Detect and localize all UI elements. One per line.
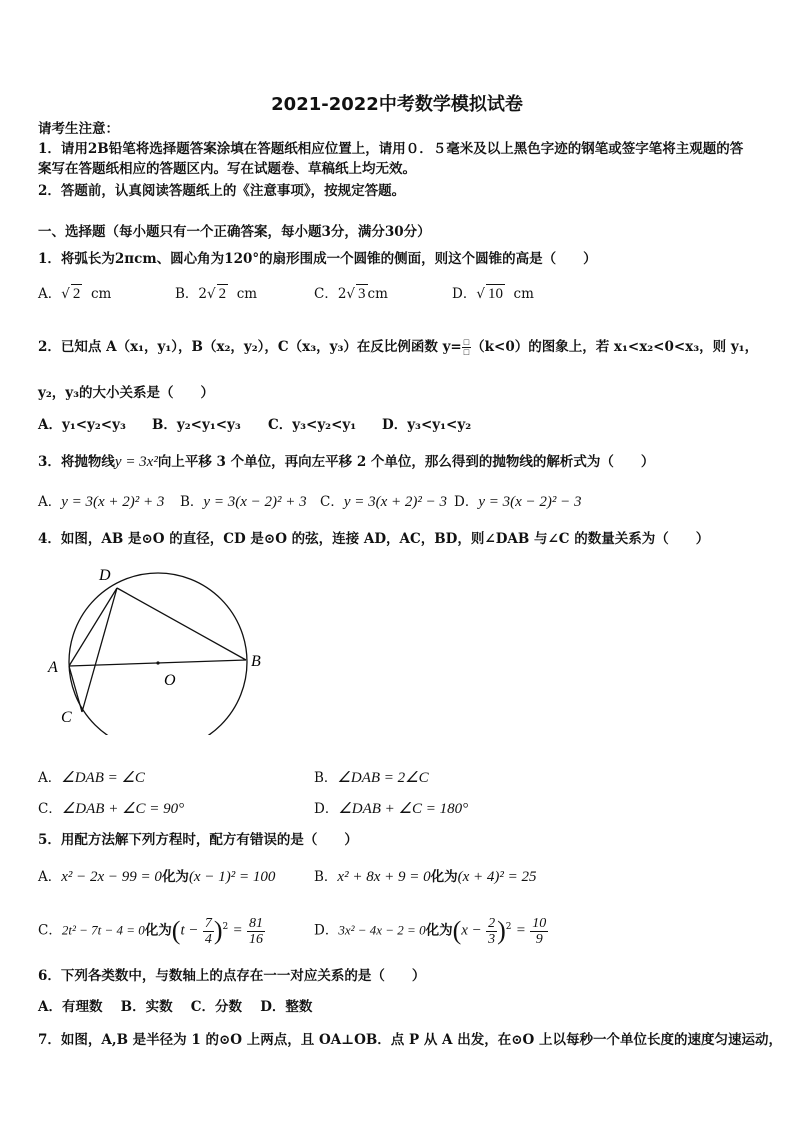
question-2-stem-line-1: 2．已知点 A（x₁，y₁），B（x₂，y₂），C（x₃，y₃）在反比例函数 y= $\frac{□}{□}$ （k<0）的图象上，若 x₁<x₂<0<x₃，则 y₁， [38,337,759,357]
question-5-option-b: B．x² + 8x + 9 = 0化为(x + 4)² = 25 [314,869,537,885]
question-3-option-b: B．y = 3(x − 2)² + 3 [180,494,307,510]
label-o: O [164,672,176,689]
segment-bd [117,588,246,660]
question-4-stem: 4．如图，AB 是⊙O 的直径，CD 是⊙O 的弦，连接 AD，AC，BD，则∠DAB 与∠C 的数量关系为（ ） [38,531,710,547]
question-4-option-d: D．∠DAB + ∠C = 180° [314,801,469,817]
notice-item-1-line-1: 1．请用2B铅笔将选择题答案涂填在答题纸相应位置上，请用０．５毫米及以上黑色字迹的钢笔或签字笔将主观题的答 [38,141,744,157]
question-5-option-a: A．x² − 2x − 99 = 0化为(x − 1)² = 100 [38,869,276,885]
question-2-stem-line-2: y₂，y₃的大小关系是（ ） [38,385,215,401]
question-1-option-b: B．2√ 2 cm [175,286,258,302]
fraction-2-over-3: $\frac{2}{3}$ [488,915,496,947]
question-2-option-a: A．y₁<y₂<y₃ [38,417,126,433]
notice-item-2: 2．答题前，认真阅读答题纸上的《注意事项》，按规定答题。 [38,183,406,199]
question-5-option-d: D．3x² − 4x − 2 = 0化为(x − $\frac{2}{3}$ )$^2$ = $\frac{10}{9}$ [314,915,547,947]
question-3-option-c: C．y = 3(x + 2)² − 3 [320,494,448,510]
question-3-option-d: D．y = 3(x − 2)² − 3 [454,494,582,510]
question-4-option-c: C．∠DAB + ∠C = 90° [38,801,185,817]
question-4-option-a: A．∠DAB = ∠C [38,770,145,786]
center-point [156,661,159,664]
section-heading: 一、选择题（每小题只有一个正确答案，每小题3分，满分30分） [38,224,431,240]
question-4-option-b: B．∠DAB = 2∠C [314,770,429,786]
question-7-stem: 7．如图，A,B 是半径为 1 的⊙O 上两点，且 OA⊥OB．点 P 从 A 出发，在⊙O 上以每秒一个单位长度的速度匀速运动， [38,1032,783,1048]
question-5-option-c: C．2t² − 7t − 4 = 0化为(t − $\frac{7}{4}$ )$^2$ = $\frac{81}{16}$ [38,915,263,947]
question-1-option-c: C．2√ 3 cm [314,286,388,302]
fraction-10-over-9: $\frac{10}{9}$ [532,915,547,947]
page-title: 2021-2022中考数学模拟试卷 [271,94,523,115]
notice-item-1-line-2: 案写在答题纸相应的答题区内。写在试题卷、草稿纸上均无效。 [38,161,416,177]
question-1-option-a: A．√ 2 cm [38,286,112,302]
question-5-stem: 5．用配方法解下列方程时，配方有错误的是（ ） [38,832,358,848]
notice-heading: 请考生注意： [38,121,119,137]
question-2-option-d: D．y₃<y₁<y₂ [382,417,472,433]
label-c: C [61,709,72,726]
question-3-option-a: A．y = 3(x + 2)² + 3 [38,494,165,510]
label-a: A [48,659,58,676]
question-6-stem: 6．下列各类数中，与数轴上的点存在一一对应关系的是（ ） [38,968,426,984]
question-1-option-d: D．√ 10 cm [452,286,534,302]
fraction-k-over-x: $\frac{□}{□}$ [463,337,470,357]
question-6-options: A．有理数 B．实数 C．分数 D．整数 [38,999,313,1015]
circle-diagram [40,560,280,735]
question-2-option-b: B．y₂<y₁<y₃ [152,417,241,433]
fraction-81-over-16: $\frac{81}{16}$ [248,915,263,947]
question-3-stem: 3．将抛物线y = 3x²向上平移 3 个单位，再向左平移 2 个单位，那么得到的抛物线的解析式为（ ） [38,454,655,470]
segment-ac [69,666,82,712]
question-2-option-c: C．y₃<y₂<y₁ [268,417,357,433]
circle-o [69,573,247,735]
label-b: B [251,653,261,670]
question-1-stem: 1．将弧长为2πcm、圆心角为120°的扇形围成一个圆锥的侧面，则这个圆锥的高是（ ） [38,251,597,267]
fraction-7-over-4: $\frac{7}{4}$ [204,915,212,947]
label-d: D [99,567,111,584]
chord-cd [82,588,117,712]
